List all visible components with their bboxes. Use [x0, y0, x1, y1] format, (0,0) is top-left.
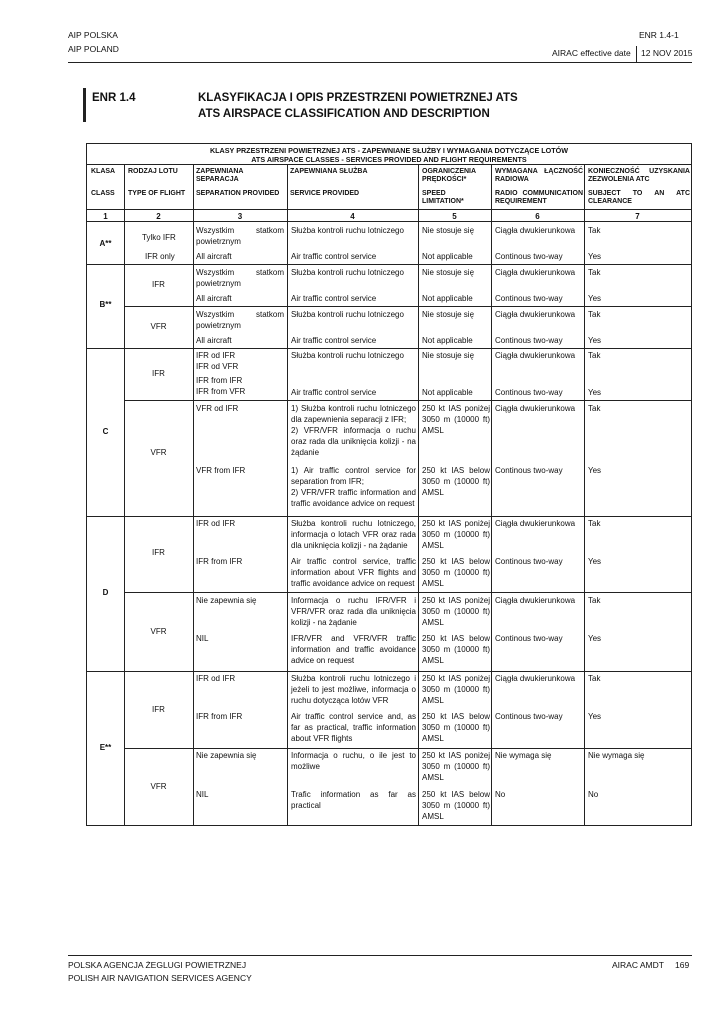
speed-cell: 250 kt IAS below 3050 m (10000 ft) AMSL: [422, 557, 490, 588]
separation-cell: IFR from IFR IFR from VFR: [196, 376, 246, 396]
header-aip-poland: AIP POLAND: [68, 44, 119, 54]
clearance-cell: Yes: [588, 712, 602, 721]
class-label: E**: [99, 743, 112, 752]
speed-cell: Nie stosuje się: [422, 351, 475, 360]
speed-cell: Not applicable: [422, 252, 473, 261]
row-line: [87, 516, 691, 517]
speed-cell: 250 kt IAS below 3050 m (10000 ft) AMSL: [422, 466, 490, 497]
clearance-cell: Tak: [588, 596, 601, 605]
section-title-en: ATS AIRSPACE CLASSIFICATION AND DESCRIPTION: [198, 108, 490, 120]
service-cell: Służba kontroli ruchu lotniczego, informacja o lotach VFR oraz rada dla uniknięcia kolizji - na żądanie: [291, 519, 416, 550]
service-cell: Air traffic control service: [291, 336, 377, 345]
col-header-pl: OGRANICZENIA PRĘDKOŚCI*: [422, 168, 477, 183]
flight-type: VFR: [150, 448, 167, 457]
speed-cell: 250 kt IAS below 3050 m (10000 ft) AMSL: [422, 712, 490, 743]
separation-cell: Nie zapewnia się: [196, 596, 257, 605]
speed-cell: Nie stosuje się: [422, 310, 475, 319]
header-page-number: ENR 1.4-1: [639, 30, 679, 40]
row-line: [87, 164, 691, 165]
footer-amdt: AIRAC AMDT: [612, 960, 664, 970]
col-header-pl: WYMAGANA ŁĄCZNOŚĆ RADIOWA: [495, 168, 583, 183]
airspace-classification-table: [86, 143, 692, 826]
col-header-en: TYPE OF FLIGHT: [128, 190, 186, 197]
separation-cell: All aircraft: [196, 294, 232, 303]
col-number: 7: [635, 212, 640, 221]
radio-cell: Ciągła dwukierunkowa: [495, 519, 576, 528]
radio-cell: Ciągła dwukierunkowa: [495, 226, 576, 235]
service-cell: Służba kontroli ruchu lotniczego i jeżeli to jest możliwe, informacja o ruchu dotycząca lotów VFR: [291, 674, 416, 705]
radio-cell: Continous two-way: [495, 336, 563, 345]
service-cell: Air traffic control service: [291, 252, 377, 261]
row-line: [124, 592, 691, 593]
separation-cell: All aircraft: [196, 336, 232, 345]
speed-cell: Not applicable: [422, 336, 473, 345]
flight-type: IFR: [152, 280, 165, 289]
col-number: 6: [535, 212, 540, 221]
col-number: 4: [350, 212, 355, 221]
service-cell: Służba kontroli ruchu lotniczego: [291, 268, 404, 277]
row-line: [87, 264, 691, 265]
row-line: [124, 748, 691, 749]
separation-cell: NIL: [196, 634, 209, 643]
radio-cell: Continous two-way: [495, 634, 563, 643]
col-header-pl: KONIECZNOŚĆ UZYSKANIA ZEZWOLENIA ATC: [588, 168, 690, 183]
speed-cell: 250 kt IAS poniżej 3050 m (10000 ft) AMSL: [422, 596, 490, 627]
clearance-cell: Tak: [588, 310, 601, 319]
flight-type: Tylko IFR: [142, 233, 176, 242]
separation-cell: IFR od IFR IFR od VFR: [196, 351, 239, 371]
speed-cell: Nie stosuje się: [422, 226, 475, 235]
flight-type: IFR only: [145, 252, 175, 261]
clearance-cell: Tak: [588, 268, 601, 277]
service-cell: Informacja o ruchu IFR/VFR i VFR/VFR oraz rada dla uniknięcia kolizji - na żądanie: [291, 596, 416, 627]
col-header-en: SERVICE PROVIDED: [290, 190, 360, 197]
radio-cell: Continous two-way: [495, 712, 563, 721]
header-effective-date: 12 NOV 2015: [641, 48, 693, 58]
radio-cell: Ciągła dwukierunkowa: [495, 404, 576, 413]
speed-cell: 250 kt IAS poniżej 3050 m (10000 ft) AMSL: [422, 674, 490, 705]
radio-cell: Continous two-way: [495, 388, 563, 397]
separation-cell: VFR od IFR: [196, 404, 239, 413]
clearance-cell: Tak: [588, 519, 601, 528]
col-number: 2: [156, 212, 161, 221]
separation-cell: All aircraft: [196, 252, 232, 261]
clearance-cell: Yes: [588, 557, 602, 566]
speed-cell: 250 kt IAS poniżej 3050 m (10000 ft) AMSL: [422, 404, 490, 435]
service-cell: 1) Służba kontroli ruchu lotniczego dla zapewnienia separacji z IFR; 2) VFR/VFR informacja o ruchu oraz rada dla uniknięcia kolizji - na żądanie: [291, 404, 416, 457]
clearance-cell: Tak: [588, 674, 601, 683]
class-label: A**: [99, 239, 112, 248]
section-code: ENR 1.4: [92, 92, 136, 104]
clearance-cell: Yes: [588, 252, 602, 261]
service-cell: IFR/VFR and VFR/VFR traffic information and traffic avoidance advice on request: [291, 634, 416, 665]
speed-cell: 250 kt IAS below 3050 m (10000 ft) AMSL: [422, 790, 490, 821]
separation-cell: IFR od IFR: [196, 519, 236, 528]
header-divider: [636, 46, 637, 62]
header-aip-polska: AIP POLSKA: [68, 30, 118, 40]
col-number: 5: [452, 212, 457, 221]
separation-cell: IFR from IFR: [196, 712, 243, 721]
clearance-cell: Tak: [588, 404, 601, 413]
clearance-cell: Yes: [588, 466, 602, 475]
radio-cell: Continous two-way: [495, 294, 563, 303]
table-caption-pl: KLASY PRZESTRZENI POWIETRZNEJ ATS - ZAPEWNIANE SŁUŻBY I WYMAGANIA DOTYCZĄCE LOTÓW: [209, 146, 569, 155]
class-label: C: [102, 427, 109, 436]
footer-org-en: POLISH AIR NAVIGATION SERVICES AGENCY: [68, 973, 252, 983]
speed-cell: 250 kt IAS below 3050 m (10000 ft) AMSL: [422, 634, 490, 665]
radio-cell: Ciągła dwukierunkowa: [495, 310, 576, 319]
row-line: [124, 306, 691, 307]
col-header-pl: KLASA: [91, 168, 116, 175]
flight-type: IFR: [152, 369, 165, 378]
radio-cell: Continous two-way: [495, 557, 563, 566]
separation-cell: Nie zapewnia się: [196, 751, 257, 760]
flight-type: IFR: [152, 548, 165, 557]
radio-cell: No: [495, 790, 506, 799]
radio-cell: Nie wymaga się: [495, 751, 552, 760]
service-cell: Air traffic control service, traffic information about VFR flights and traffic avoidance advice on request: [291, 557, 416, 588]
separation-cell: Wszystkim statkom powietrznym: [196, 226, 284, 246]
service-cell: Służba kontroli ruchu lotniczego: [291, 310, 404, 319]
radio-cell: Ciągła dwukierunkowa: [495, 596, 576, 605]
clearance-cell: No: [588, 790, 599, 799]
service-cell: Air traffic control service: [291, 294, 377, 303]
col-header-pl: ZAPEWNIANA SŁUŻBA: [290, 168, 368, 175]
service-cell: 1) Air traffic control service for separation from IFR; 2) VFR/VFR traffic information and traffic avoidance advice on request: [291, 466, 416, 508]
col-header-en: RADIO COMMUNICATION REQUIREMENT: [495, 190, 583, 205]
row-line: [87, 209, 691, 210]
row-line: [87, 348, 691, 349]
clearance-cell: Nie wymaga się: [588, 751, 645, 760]
header-effective-label: AIRAC effective date: [552, 48, 631, 58]
radio-cell: Ciągła dwukierunkowa: [495, 674, 576, 683]
col-header-pl: RODZAJ LOTU: [128, 168, 178, 175]
service-cell: Trafic information as far as practical: [291, 790, 416, 810]
section-title-pl: KLASYFIKACJA I OPIS PRZESTRZENI POWIETRZNEJ ATS: [198, 92, 518, 104]
clearance-cell: Yes: [588, 388, 602, 397]
col-header-en: SEPARATION PROVIDED: [196, 190, 280, 197]
service-cell: Air traffic control service: [291, 388, 377, 397]
radio-cell: Ciągła dwukierunkowa: [495, 351, 576, 360]
clearance-cell: Tak: [588, 226, 601, 235]
separation-cell: IFR from IFR: [196, 557, 243, 566]
clearance-cell: Tak: [588, 351, 601, 360]
flight-type: VFR: [150, 782, 167, 791]
section-bar: [83, 88, 86, 122]
col-number: 1: [103, 212, 108, 221]
separation-cell: VFR from IFR: [196, 466, 246, 475]
separation-cell: NIL: [196, 790, 209, 799]
radio-cell: Continous two-way: [495, 466, 563, 475]
footer-page: 169: [675, 960, 690, 970]
speed-cell: 250 kt IAS poniżej 3050 m (10000 ft) AMSL: [422, 751, 490, 782]
speed-cell: Not applicable: [422, 294, 473, 303]
clearance-cell: Yes: [588, 294, 602, 303]
speed-cell: 250 kt IAS poniżej 3050 m (10000 ft) AMSL: [422, 519, 490, 550]
col-header-en: SUBJECT TO AN ATC CLEARANCE: [588, 190, 690, 205]
speed-cell: Nie stosuje się: [422, 268, 475, 277]
row-line: [124, 400, 691, 401]
service-cell: Air traffic control service and, as far as practical, traffic information about VFR flights: [291, 712, 416, 743]
header-rule: [68, 62, 692, 63]
flight-type: IFR: [152, 705, 165, 714]
speed-cell: Not applicable: [422, 388, 473, 397]
class-label: B**: [99, 300, 112, 309]
footer-org-pl: POLSKA AGENCJA ŻEGLUGI POWIETRZNEJ: [68, 960, 247, 970]
flight-type: VFR: [150, 627, 167, 636]
radio-cell: Continous two-way: [495, 252, 563, 261]
service-cell: Służba kontroli ruchu lotniczego: [291, 351, 404, 360]
col-header-en: SPEED LIMITATION*: [422, 190, 464, 205]
clearance-cell: Yes: [588, 336, 602, 345]
separation-cell: Wszystkim statkom powietrznym: [196, 310, 284, 330]
col-header-pl: ZAPEWNIANA SEPARACJA: [196, 168, 244, 183]
col-header-en: CLASS: [91, 190, 115, 197]
row-line: [87, 671, 691, 672]
separation-cell: IFR od IFR: [196, 674, 236, 683]
table-caption-en: ATS AIRSPACE CLASSES - SERVICES PROVIDED AND FLIGHT REQUIREMENTS: [251, 155, 527, 164]
clearance-cell: Yes: [588, 634, 602, 643]
service-cell: Służba kontroli ruchu lotniczego: [291, 226, 404, 235]
footer-rule: [68, 955, 692, 956]
separation-cell: Wszystkim statkom powietrznym: [196, 268, 284, 288]
radio-cell: Ciągła dwukierunkowa: [495, 268, 576, 277]
service-cell: Informacja o ruchu, o ile jest to możliwe: [291, 751, 416, 771]
flight-type: VFR: [150, 322, 167, 331]
class-label: D: [102, 588, 109, 597]
col-number: 3: [237, 212, 243, 221]
